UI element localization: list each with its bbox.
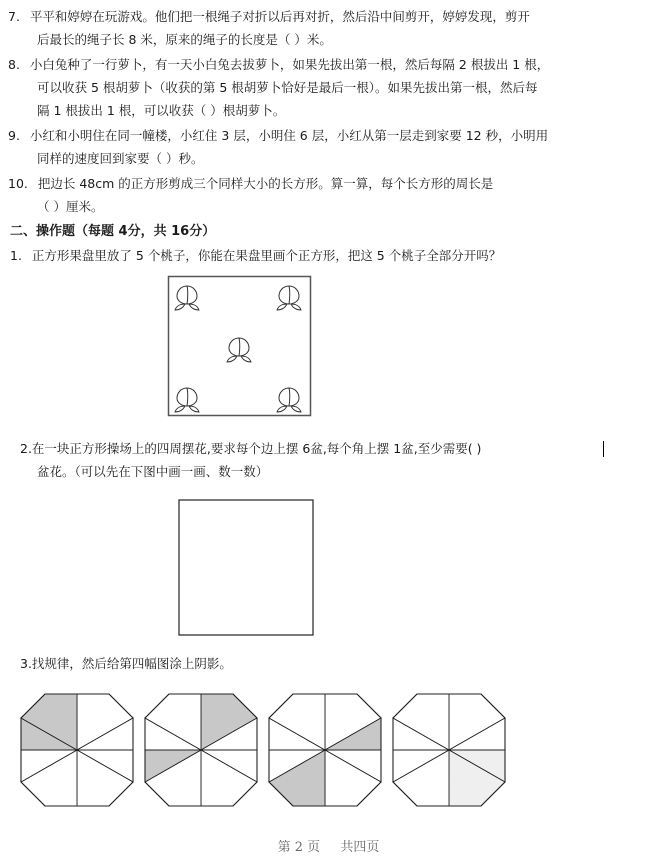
op-q1-text: 正方形果盘里放了 5 个桃子，你能在果盘里画个正方形，把这 5 个桃子全部分开吗？ (31, 248, 502, 263)
octagon-pattern-figure (0, 690, 657, 810)
q7-number: 7. (8, 9, 20, 24)
q10-text-1: 把边长 48cm 的正方形剪成三个同样大小的长方形。算一算，每个长方形的周长是 (37, 176, 494, 191)
q7-line2: 后最长的绳子长 8 米，原来的绳子的长度是（ ）米。 (37, 32, 332, 47)
page-total: 共四页 (340, 840, 380, 855)
octagon-4 (393, 694, 505, 806)
op-q1-number: 1. (10, 248, 22, 263)
op-q2-line1: 2.在一块正方形操场上的四周摆花,要求每个边上摆 6盆,每个角上摆 1盆,至少需要( ) (20, 441, 482, 456)
section2-heading: 二、操作题（每题 4分，共 16分） (10, 224, 216, 239)
q10-line1 (8, 175, 493, 193)
q9-line1 (8, 127, 548, 145)
q9-number: 9. (8, 128, 20, 143)
page-footer (0, 836, 657, 855)
q8-text-1: 小白兔种了一行萝卜，有一天小白兔去拔萝卜，如果先拔出第一根，然后每隔 2 根拔出 1 根， (29, 57, 550, 72)
q7-text-1: 平平和婷婷在玩游戏。他们把一根绳子对折以后再对折，然后沿中间剪开，婷婷发现，剪开 (29, 9, 530, 24)
q10-line2: （ ）厘米。 (37, 199, 104, 214)
octagons-group (21, 694, 505, 806)
q8-line2: 可以收获 5 根胡萝卜（收获的第 5 根胡萝卜恰好是最后一根）。如果先拔出第一根，然后每 (37, 80, 538, 95)
playground-figure (178, 499, 315, 637)
octagon-2 (145, 694, 257, 806)
q8-number: 8. (8, 57, 20, 72)
q7-line1 (8, 8, 530, 26)
op-q2-line2: 盆花。（可以先在下图中画一画、数一数） (37, 464, 269, 479)
q8-line1 (8, 56, 549, 74)
op-q1-line (10, 247, 501, 265)
octagon-1 (21, 694, 133, 806)
q10-number: 10. (8, 176, 28, 191)
q9-text-1: 小红和小明住在同一幢楼，小红住 3 层，小明住 6 层，小红从第一层走到家要 12 秒，小明用 (29, 128, 549, 143)
playground-square (179, 500, 313, 635)
op-q3-line: 3.找规律，然后给第四幅图涂上阴影。 (20, 656, 232, 671)
q8-line3: 隔 1 根拔出 1 根，可以收获（ ）根胡萝卜。 (37, 103, 286, 118)
q9-line2: 同样的速度回到家要（ ）秒。 (37, 151, 204, 166)
fruit-plate-figure (167, 275, 313, 418)
page-number: 第 2 页 (277, 840, 321, 855)
text-cursor (603, 441, 604, 457)
octagon-3 (269, 694, 381, 806)
